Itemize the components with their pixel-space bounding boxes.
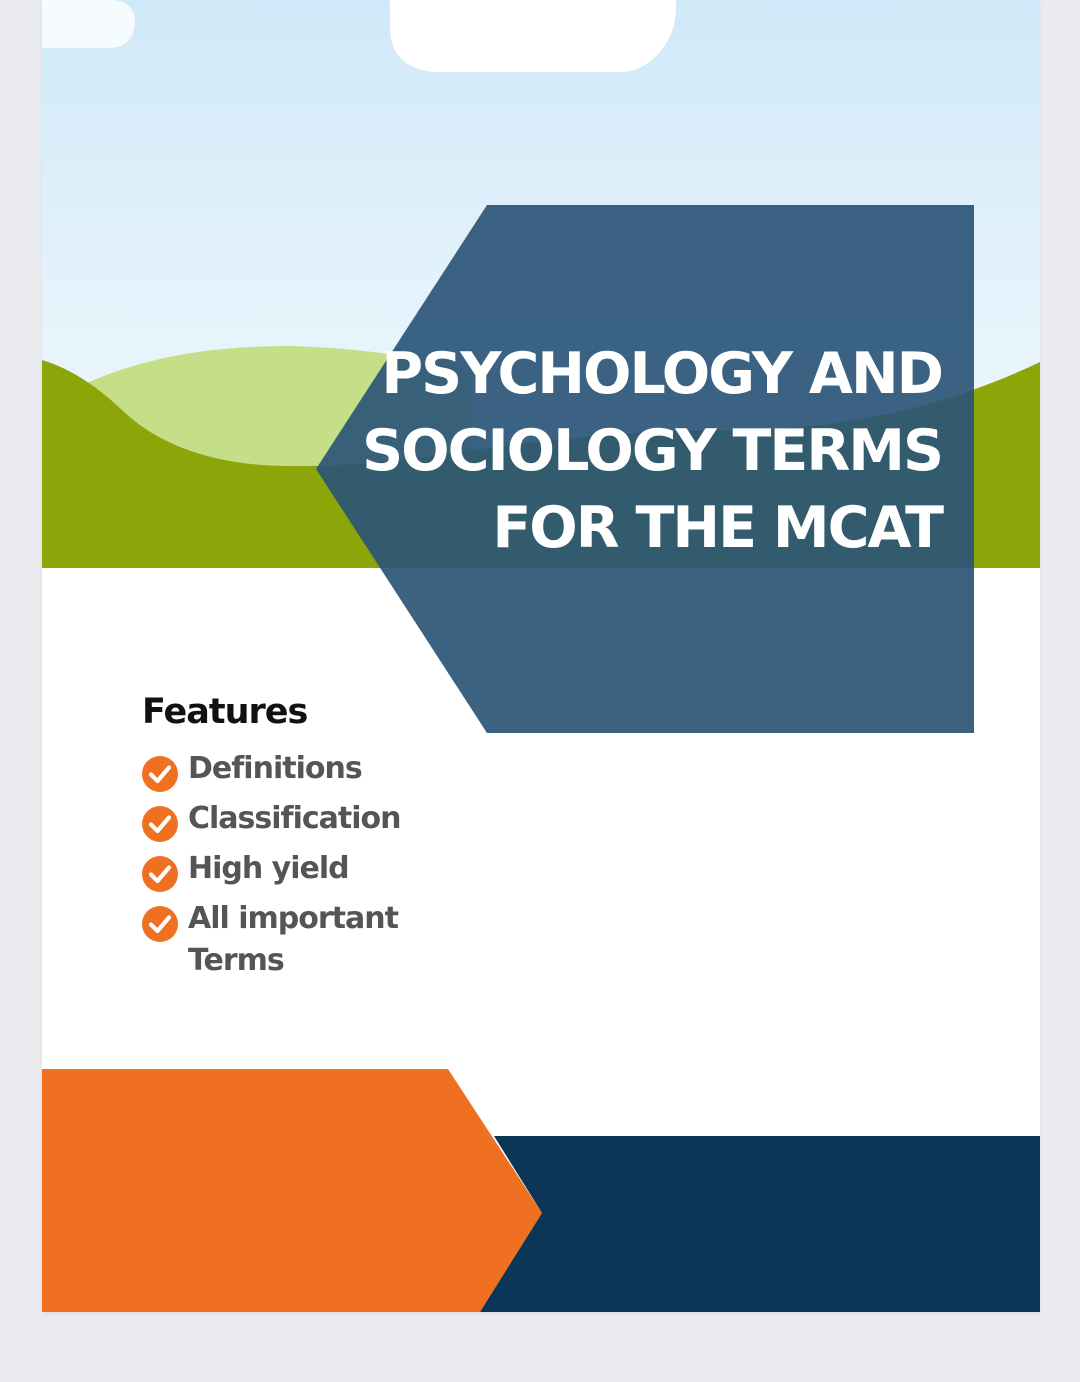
cover-title-line-2: SOCIOLOGY TERMS [362,418,942,484]
book-cover [42,0,1040,1312]
cloud-center [390,0,676,72]
feature-label: Definitions [188,751,362,786]
feature-item [142,748,462,790]
orange-arrow-band [42,1069,542,1312]
check-circle-icon [142,756,178,792]
check-circle-icon [142,906,178,942]
cover-title [302,336,942,567]
feature-label-continued: Terms [188,943,284,978]
features-list [142,748,462,982]
cover-artwork [42,0,1040,1312]
feature-label: Classification [188,801,401,836]
cover-title-line-3: FOR THE MCAT [492,495,942,561]
check-circle-icon [142,806,178,842]
check-circle-icon [142,856,178,892]
navy-band [480,1136,1040,1312]
features-section [142,690,462,990]
feature-label: High yield [188,851,349,886]
feature-item [142,898,462,982]
features-heading: Features [142,692,308,732]
feature-label: All important [188,901,398,936]
feature-item [142,848,462,890]
cover-title-line-1: PSYCHOLOGY AND [381,341,942,407]
feature-item [142,798,462,840]
cloud-left [42,0,135,48]
